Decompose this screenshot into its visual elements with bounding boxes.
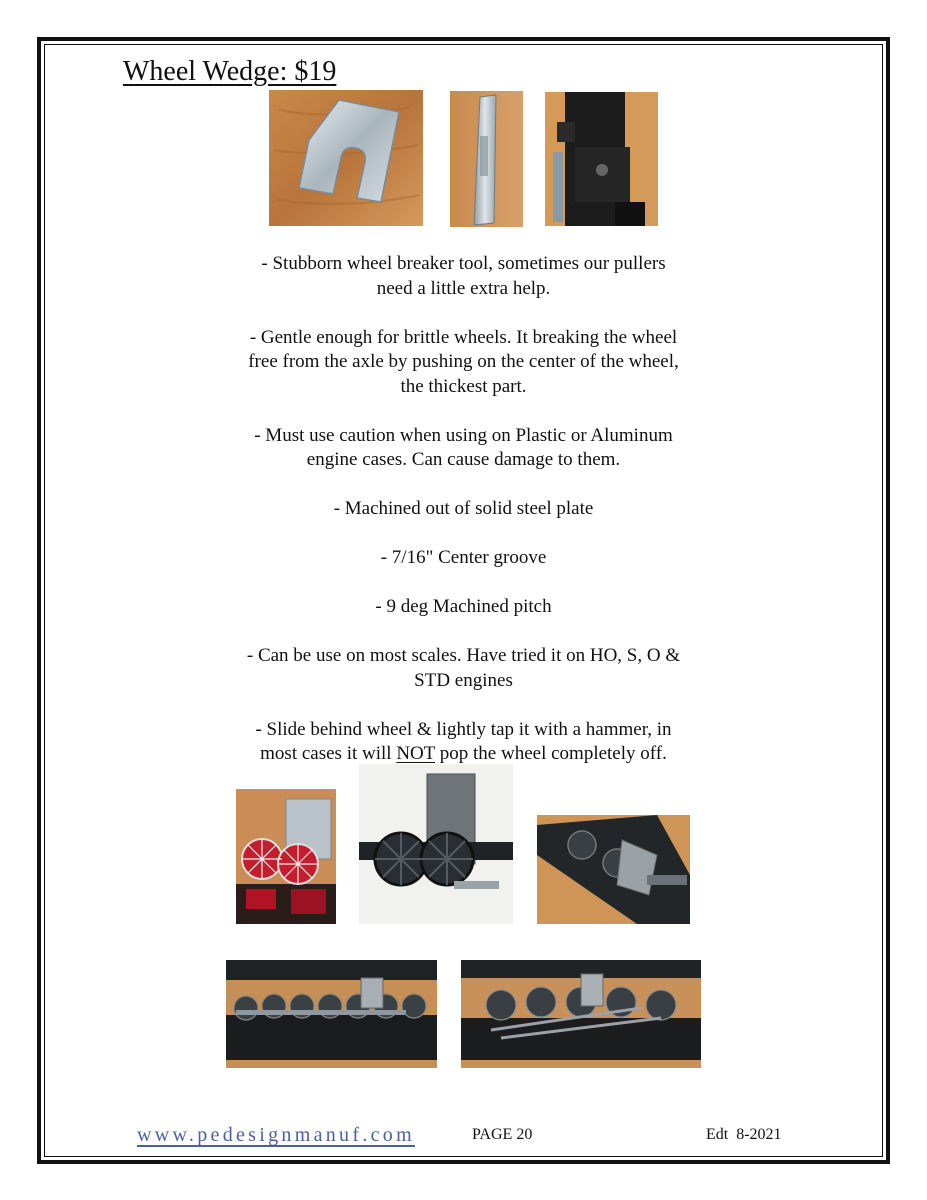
wedge-in-frame-photo (545, 92, 658, 226)
feature-paragraph-8-last-line: most cases it will NOT pop the wheel completely off. (260, 743, 667, 764)
website-link[interactable]: www.pedesignmanuf.com (137, 1124, 415, 1146)
not-emphasis: NOT (396, 743, 436, 764)
feature-paragraph-8: - Slide behind wheel & lightly tap it with a hammer, in most cases it will NOT pop the wheel completely off. (200, 718, 727, 767)
wedge-edge-photo (450, 91, 523, 227)
feature-paragraph-2: - Gentle enough for brittle wheels. It breaking the wheel free from the axle by pushing on the center of the wheel, the thickest part. (248, 326, 679, 397)
feature-paragraph-3: - Must use caution when using on Plastic or Aluminum engine cases. Can cause damage to them. (254, 424, 673, 470)
locomotive-side-photo-1 (226, 960, 437, 1068)
page-number: PAGE 20 (472, 1126, 533, 1143)
black-wheels-photo (359, 764, 513, 924)
chassis-wedge-photo (537, 815, 690, 924)
feature-paragraph-7: - Can be use on most scales. Have tried it on HO, S, O & STD engines (246, 645, 681, 691)
feature-description (200, 252, 727, 791)
locomotive-side-photo-2 (461, 960, 701, 1068)
page-title: Wheel Wedge: $19 (123, 56, 337, 87)
red-wheels-photo (236, 789, 336, 924)
edition-label: Edt 8-2021 (706, 1126, 782, 1143)
feature-paragraph-5: - 7/16" Center groove (380, 547, 547, 568)
feature-paragraph-4: - Machined out of solid steel plate (333, 498, 594, 519)
feature-paragraph-1: - Stubborn wheel breaker tool, sometimes our pullers need a little extra help. (261, 253, 666, 299)
wedge-plate-photo (269, 90, 423, 226)
feature-paragraph-6: - 9 deg Machined pitch (375, 596, 552, 617)
